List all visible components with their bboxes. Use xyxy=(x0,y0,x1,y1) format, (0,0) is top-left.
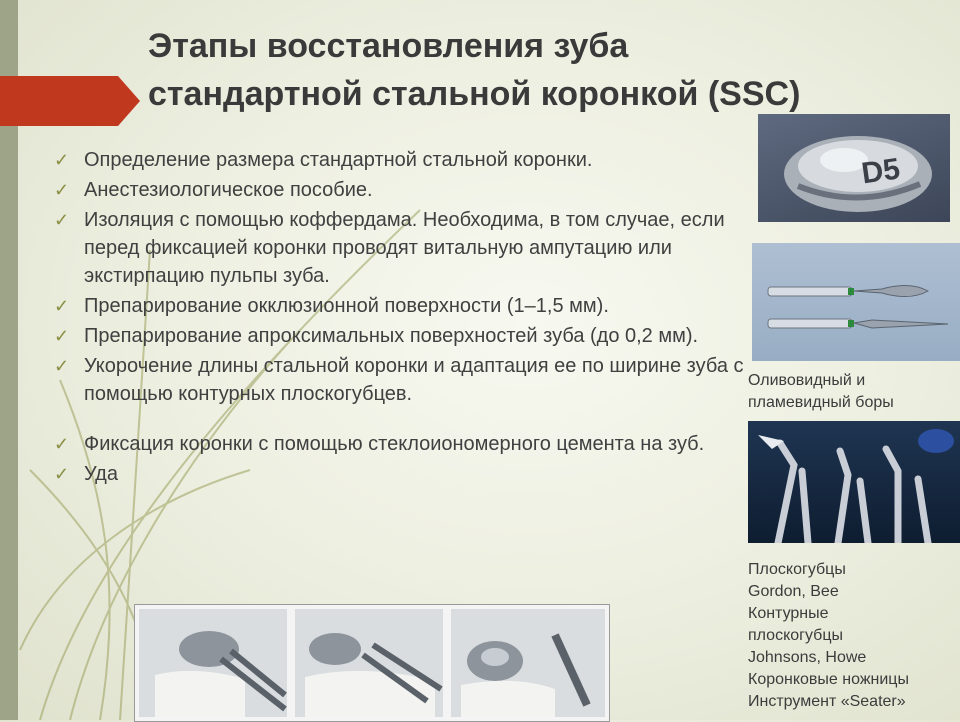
list-item: ✓ Препарирование окклюзионной поверхности (1–1,5 мм). xyxy=(48,292,748,320)
burs-photo xyxy=(752,243,960,361)
list-item: ✓ Препарирование апроксимальных поверхностей зуба (до 0,2 мм). xyxy=(48,322,748,350)
check-icon: ✓ xyxy=(54,210,70,230)
procedure-photo-strip xyxy=(134,604,610,722)
pliers-photo xyxy=(748,421,960,543)
list-item: ✓ Изоляция с помощью коффердама. Необходима, в том случае, если перед фиксацией коронки проводят витальную ампутацию или экстирпацию пульпы зуба. xyxy=(48,206,748,290)
check-icon: ✓ xyxy=(54,326,70,346)
check-icon: ✓ xyxy=(54,150,70,170)
burs-illustration xyxy=(752,243,960,361)
list-item: ✓ Уда xyxy=(48,460,748,488)
crown-illustration xyxy=(758,114,950,222)
burs-caption: Оливовидный и пламевидный боры xyxy=(748,372,894,411)
list-item: ✓ Определение размера стандартной стальной коронки. xyxy=(48,146,748,174)
check-icon: ✓ xyxy=(54,356,70,376)
check-icon: ✓ xyxy=(54,180,70,200)
steps-list xyxy=(48,146,748,490)
check-icon: ✓ xyxy=(54,464,70,484)
title-flag xyxy=(0,76,140,126)
list-item: ✓ Анестезиологическое пособие. xyxy=(48,176,748,204)
list-item: ✓ Укорочение длины стальной коронки и адаптация ее по ширине зуба с помощью контурных плоскогубцев. xyxy=(48,352,748,408)
check-icon: ✓ xyxy=(54,296,70,316)
check-icon: ✓ xyxy=(54,434,70,454)
steel-crown-photo xyxy=(758,114,950,222)
pliers-caption: Плоскогубцы Gordon, Bee Контурные плоскогубцы Johnsons, Howe Коронковые ножницы Инструмент «Seater» xyxy=(748,561,909,710)
procedure-illustrations xyxy=(135,605,609,721)
title-line-1: Этапы восстановления зуба xyxy=(148,27,629,65)
list-item: ✓ Фиксация коронки с помощью стеклоиономерного цемента на зуб. xyxy=(48,430,748,458)
pliers-illustration xyxy=(748,421,960,543)
crown-size-label: D5 xyxy=(859,152,903,191)
slide-title xyxy=(148,22,908,118)
title-line-2: стандартной стальной коронкой (SSC) xyxy=(148,75,801,113)
